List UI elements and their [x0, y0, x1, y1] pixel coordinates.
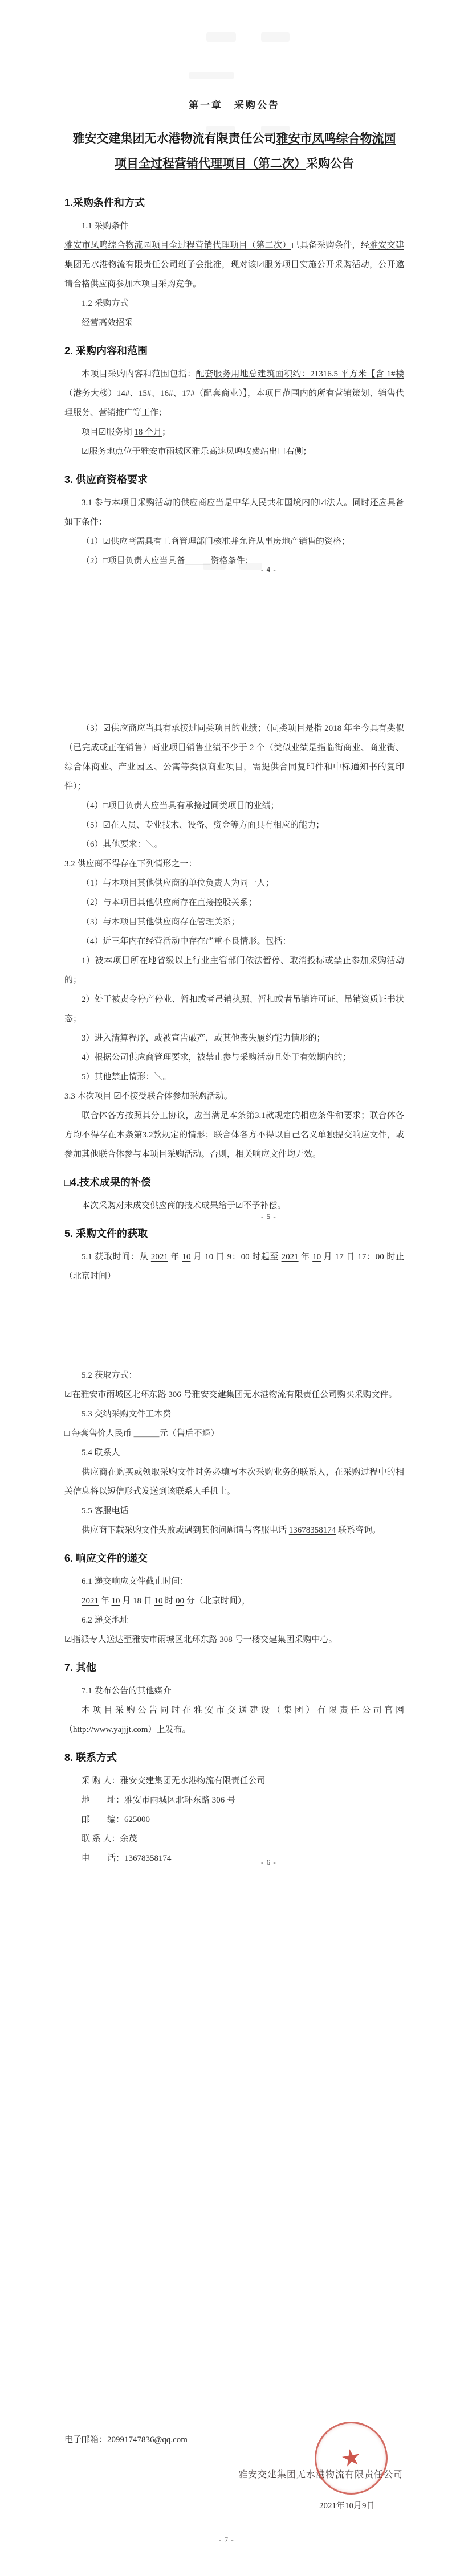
- bad-record-item-3: 3）进入清算程序，或被宣告破产，或其他丧失履约能力情形的；: [82, 1034, 325, 1043]
- phone-line: 电 话：13678358174: [82, 1854, 172, 1863]
- section-1-2-heading: 1.2 采购方式: [82, 299, 129, 308]
- qualification-item-3: （3）☑供应商应当具有承接过同类项目的业绩；（同类项目是指 2018 年至今具有类似（已完成或正在销售）商业项目销售业绩不少于 2 个（类似业绩是指临街商业、商业街、综合体商业、产业园区、公寓等类似商业项目，需提供合同复印件和中标通知书的复印件）；: [64, 724, 404, 791]
- qualification-item-5: （5）☑在人员、专业技术、设备、资金等方面具有相应的能力；: [82, 821, 324, 830]
- qualification-item-1: （1）☑供应商需具有工商管理部门核准并允许从事房地产销售的资格；: [82, 537, 350, 546]
- submission-address-line: ☑指派专人送达至雅安市雨城区北环东路 308 号一楼交建集团采购中心。: [64, 1635, 337, 1644]
- section-8-heading: 8. 联系方式: [64, 1752, 117, 1763]
- procurement-mode: 经营高效招采: [82, 318, 133, 327]
- bad-record-item-2: 2）处于被责令停产停业、暂扣或者吊销执照、暂扣或者吊销许可证、吊销资质证书状态；: [64, 995, 404, 1023]
- announcement-media-line-1: 本项目采购公告同时在雅安市交通建设（集团）有限责任公司官网: [82, 1706, 404, 1715]
- joint-venture-paragraph: 联合体各方按照其分工协议，应当满足本条第3.1款规定的相应条件和要求；联合体各方均不得存在本条第3.2款规定的情形；联合体各方不得以自己名义单独提交响应文件，或参加其他联合体参与本项目采购活动。否则，相关响应文件均无效。: [64, 1111, 404, 1159]
- section-3-2-heading: 3.2 供应商不得存在下列情形之一：: [64, 859, 197, 869]
- section-5-4-heading: 5.4 联系人: [82, 1448, 120, 1457]
- seal-star-icon: ★: [339, 2443, 364, 2473]
- qualification-item-2: （2）□项目负责人应当具备＿＿＿资格条件；: [82, 556, 254, 566]
- scan-bleed-artifact: [189, 72, 234, 79]
- section-5-3-heading: 5.3 交纳采购文件工本费: [82, 1410, 172, 1419]
- section-1-heading: 1.采购条件和方式: [64, 197, 145, 208]
- section-6-2-heading: 6.2 递交地址: [82, 1616, 129, 1625]
- prohibited-item-4: （4）近三年内在经营活动中存在严重不良情形。包括：: [82, 937, 291, 946]
- buyer-line: 采 购 人：雅安交建集团无水港物流有限责任公司: [82, 1776, 266, 1785]
- section-2-heading: 2. 采购内容和范围: [64, 345, 148, 357]
- doc-obtain-method: ☑在雅安市雨城区北环东路 306 号雅安交建集团无水港物流有限责任公司购买采购文件。: [64, 1390, 397, 1399]
- official-red-seal: [309, 2416, 393, 2500]
- address-line: 地 址：雅安市雨城区北环东路 306 号: [82, 1796, 236, 1805]
- section-5-2-heading: 5.2 获取方式：: [82, 1371, 137, 1380]
- page-6: [64, 1366, 404, 1868]
- section-4-heading: □4.技术成果的补偿: [64, 1177, 151, 1188]
- supplier-qualification-intro: 3.1 参与本项目采购活动的供应商应当是中华人民共和国境内的☑法人。同时还应具备如下条件：: [64, 498, 404, 527]
- page-4-number: - 4 -: [261, 565, 276, 574]
- prohibited-item-1: （1）与本项目其他供应商的单位负责人为同一人；: [82, 879, 274, 888]
- scan-bleed-artifact: [206, 32, 236, 42]
- page-6-number: - 6 -: [261, 1858, 276, 1866]
- bad-record-item-5: 5）其他禁止情形：＼。: [82, 1072, 172, 1082]
- section-6-1-heading: 6.1 递交响应文件截止时间：: [82, 1577, 189, 1586]
- contact-line: 联 系 人：余茂: [82, 1834, 137, 1844]
- page-4: [64, 96, 404, 571]
- service-location-line: ☑服务地点位于雅安市雨城区雅乐高速凤鸣收费站出口右侧；: [82, 447, 312, 456]
- service-phone-line: 供应商下载采购文件失败或遇到其他问题请与客服电话 13678358174 联系咨询。: [82, 1526, 381, 1535]
- bad-record-item-4: 4）根据公司供应商管理要求，被禁止参与采购活动且处于有效期内的；: [82, 1053, 351, 1062]
- tech-compensation-line: 本次采购对未成交供应商的技术成果给于☑不予补偿。: [82, 1201, 286, 1210]
- zipcode-line: 邮 编：625000: [82, 1815, 150, 1824]
- doc-fee-line: □ 每套售价人民币 ＿＿＿元（售后不退）: [64, 1429, 219, 1438]
- signature-company-name: 雅安交建集团无水港物流有限责任公司: [238, 2470, 404, 2480]
- page-5-number: - 5 -: [261, 1212, 276, 1221]
- section-3-heading: 3. 供应商资格要求: [64, 474, 148, 485]
- qualification-item-4: （4）□项目负责人应当具有承接过同类项目的业绩；: [82, 801, 279, 810]
- section-1-1-heading: 1.1 采购条件: [82, 222, 129, 231]
- page-5: [64, 719, 404, 1286]
- signature-date: 2021年10月9日: [319, 2501, 375, 2511]
- email-line: 电子邮箱：20991747836@qq.com: [64, 2435, 188, 2444]
- document-title: [64, 126, 404, 177]
- section-7-1-heading: 7.1 发布公告的其他媒介: [82, 1686, 172, 1696]
- qualification-item-6: （6）其他要求：＼。: [82, 840, 163, 849]
- procurement-condition-paragraph: 雅安市凤鸣综合物流园项目全过程营销代理项目（第二次）已具备采购条件，经雅安交建集团无水港物流有限责任公司班子会批准，现对该☑服务项目实施公开采购活动，公开邀请合格供应商参加本项目采购竞争。: [64, 241, 404, 289]
- prohibited-item-3: （3）与本项目其他供应商存在管理关系；: [82, 918, 240, 927]
- section-5-heading: 5. 采购文件的获取: [64, 1228, 148, 1239]
- title-line-2: 项目全过程营销代理项目（第二次）采购公告: [115, 157, 354, 170]
- service-period-line: 项目☑服务期 18 个月；: [82, 428, 170, 437]
- section-6-heading: 6. 响应文件的递交: [64, 1553, 148, 1564]
- page-7-number: - 7 -: [219, 2536, 234, 2544]
- chapter-title: 第一章 采购公告: [189, 100, 280, 110]
- submission-deadline-line: 2021 年 10 月 18 日 10 时 00 分（北京时间），: [82, 1596, 251, 1606]
- scan-bleed-artifact: [261, 32, 290, 42]
- scope-paragraph: 本项目采购内容和范围包括：配套服务用地总建筑面积约：21316.5 平方米【含 1#楼（港务大楼）14#、15#、16#、17#（配套商业）】，本项目范围内的所有营销策划、销售代理服务、营销推广等工作；: [64, 370, 404, 417]
- prohibited-item-2: （2）与本项目其他供应商存在直接控股关系；: [82, 898, 257, 907]
- announcement-media-line-2: （http://www.yajjjt.com）上发布。: [64, 1725, 191, 1734]
- title-line-1: 雅安交建集团无水港物流有限责任公司雅安市凤鸣综合物流园: [72, 132, 396, 145]
- section-7-heading: 7. 其他: [64, 1662, 97, 1673]
- bad-record-item-1: 1）被本项目所在地省级以上行业主管部门依法暂停、取消投标或禁止参加采购活动的；: [64, 956, 404, 985]
- section-3-3-heading: 3.3 本次项目 ☑不接受联合体参加采购活动。: [64, 1092, 233, 1101]
- contact-person-note: 供应商在购买或领取采购文件时务必填写本次采购业务的联系人，在采购过程中的相关信息将以短信形式发送到该联系人手机上。: [64, 1468, 404, 1496]
- doc-obtain-time: 5.1 获取时间：从 2021 年 10 月 10 日 9：00 时起至 2021 年 10 月 17 日 17：00 时止（北京时间）: [64, 1252, 404, 1281]
- section-5-5-heading: 5.5 客服电话: [82, 1506, 129, 1516]
